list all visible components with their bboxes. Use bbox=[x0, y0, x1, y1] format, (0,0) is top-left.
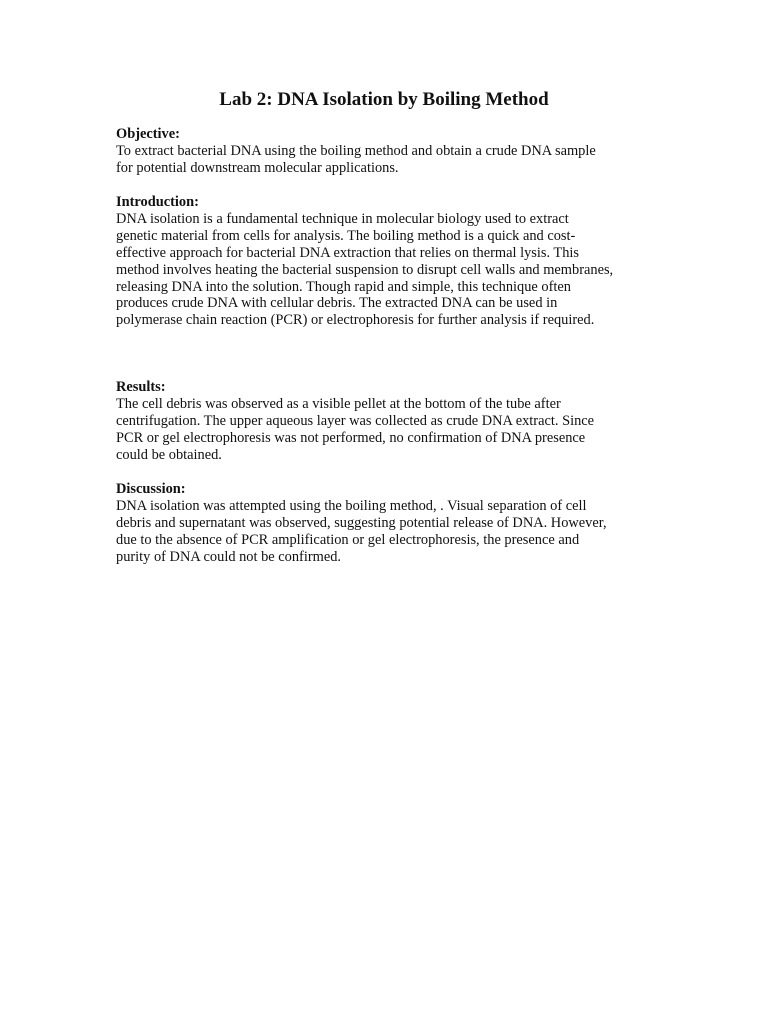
section-body-introduction: DNA isolation is a fundamental technique in molecular biology used to extract genetic material from cells for analysis. The boiling method is a quick and cost- effective approach for bacterial DNA extraction that relies on thermal lysis. This method involves heating the bacterial suspension to disrupt cell walls and membranes, releasing DNA into the solution. Though rapid and simple, this technique often produces crude DNA with cellular debris. The extracted DNA can be used in polymerase chain reaction (PCR) or electrophoresis for further analysis if required. bbox=[116, 210, 614, 329]
section-heading-results: Results: bbox=[116, 379, 166, 395]
section-results bbox=[116, 379, 656, 464]
section-body-results: The cell debris was observed as a visible pellet at the bottom of the tube after centrifugation. The upper aqueous layer was collected as crude DNA extract. Since PCR or gel electrophoresis was not performed, no confirmation of DNA presence could be obtained. bbox=[116, 395, 595, 463]
section-introduction bbox=[116, 194, 656, 329]
section-discussion bbox=[116, 481, 656, 566]
document-title: Lab 2: DNA Isolation by Boiling Method bbox=[219, 89, 549, 110]
section-body-discussion: DNA isolation was attempted using the boiling method, . Visual separation of cell debris and supernatant was observed, suggesting potential release of DNA. However, due to the absence of PCR amplification or gel electrophoresis, the presence and purity of DNA could not be confirmed. bbox=[116, 497, 607, 565]
section-body-objective: To extract bacterial DNA using the boiling method and obtain a crude DNA sample for potential downstream molecular applications. bbox=[116, 142, 596, 176]
section-heading-objective: Objective: bbox=[116, 126, 180, 142]
section-heading-introduction: Introduction: bbox=[116, 194, 199, 210]
section-objective bbox=[116, 126, 656, 177]
section-heading-discussion: Discussion: bbox=[116, 481, 186, 497]
